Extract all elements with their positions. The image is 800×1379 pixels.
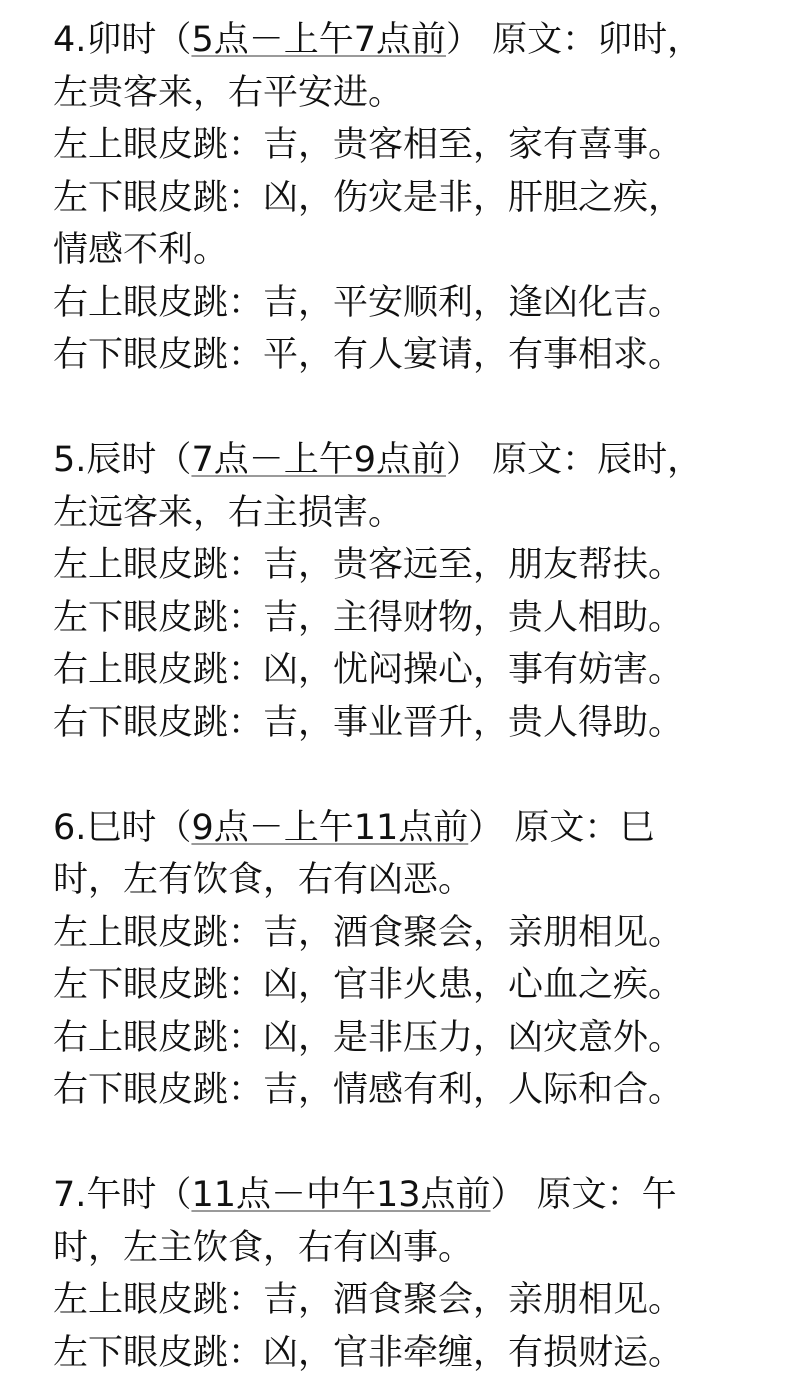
section-name: 巳时 bbox=[86, 808, 156, 848]
entry-line: 左上眼皮跳：吉，酒食聚会，亲朋相见。 bbox=[53, 1274, 773, 1327]
entry-line: 左下眼皮跳：凶，官非火患，心血之疾。 bbox=[53, 959, 773, 1012]
section-chen-shi bbox=[53, 434, 773, 749]
section-wu-shi bbox=[53, 1169, 773, 1379]
section-heading bbox=[53, 1169, 773, 1222]
entry-line: 左下眼皮跳：凶，官非牵缠，有损财运。 bbox=[53, 1327, 773, 1379]
time-range: 9点－上午11点前 bbox=[191, 808, 468, 848]
paren-open: （ bbox=[156, 440, 191, 480]
entry-line: 情感不利。 bbox=[53, 224, 773, 277]
section-number: 5. bbox=[53, 440, 86, 480]
original-text-prefix: 原文：午 bbox=[526, 1175, 677, 1215]
section-heading bbox=[53, 802, 773, 855]
time-range: 11点－中午13点前 bbox=[191, 1175, 490, 1215]
section-number: 4. bbox=[53, 20, 86, 60]
section-name: 卯时 bbox=[86, 20, 156, 60]
original-text-prefix: 原文：巳 bbox=[503, 808, 654, 848]
original-text-continuation: 左贵客来，右平安进。 bbox=[53, 67, 773, 120]
original-text-prefix: 原文：卯时， bbox=[481, 20, 702, 60]
section-number: 7. bbox=[53, 1175, 86, 1215]
paren-close: ） bbox=[468, 808, 503, 848]
section-name: 午时 bbox=[86, 1175, 156, 1215]
paren-close: ） bbox=[446, 440, 481, 480]
section-si-shi bbox=[53, 802, 773, 1117]
entry-line: 右上眼皮跳：凶，是非压力，凶灾意外。 bbox=[53, 1012, 773, 1065]
section-spacer bbox=[53, 382, 773, 435]
section-number: 6. bbox=[53, 808, 86, 848]
paren-open: （ bbox=[156, 20, 191, 60]
original-text-continuation: 左远客来，右主损害。 bbox=[53, 487, 773, 540]
paren-open: （ bbox=[156, 1175, 191, 1215]
entry-line: 左上眼皮跳：吉，酒食聚会，亲朋相见。 bbox=[53, 907, 773, 960]
entry-line: 左下眼皮跳：凶，伤灾是非，肝胆之疾， bbox=[53, 172, 773, 225]
document-body bbox=[53, 14, 773, 1379]
original-text-continuation: 时，左主饮食，右有凶事。 bbox=[53, 1222, 773, 1275]
entry-line: 右下眼皮跳：吉，情感有利，人际和合。 bbox=[53, 1064, 773, 1117]
entry-line: 左下眼皮跳：吉，主得财物，贵人相助。 bbox=[53, 592, 773, 645]
entry-line: 右上眼皮跳：吉，平安顺利，逢凶化吉。 bbox=[53, 277, 773, 330]
entry-line: 右下眼皮跳：平，有人宴请，有事相求。 bbox=[53, 329, 773, 382]
section-mao-shi bbox=[53, 14, 773, 382]
original-text-continuation: 时，左有饮食，右有凶恶。 bbox=[53, 854, 773, 907]
paren-close: ） bbox=[491, 1175, 526, 1215]
original-text-prefix: 原文：辰时， bbox=[481, 440, 702, 480]
entry-line: 右上眼皮跳：凶，忧闷操心，事有妨害。 bbox=[53, 644, 773, 697]
entry-line: 左上眼皮跳：吉，贵客相至，家有喜事。 bbox=[53, 119, 773, 172]
section-spacer bbox=[53, 749, 773, 802]
entry-line: 右下眼皮跳：吉，事业晋升，贵人得助。 bbox=[53, 697, 773, 750]
section-spacer bbox=[53, 1117, 773, 1170]
paren-open: （ bbox=[156, 808, 191, 848]
time-range: 7点－上午9点前 bbox=[191, 440, 446, 480]
time-range: 5点－上午7点前 bbox=[191, 20, 446, 60]
section-heading bbox=[53, 14, 773, 67]
section-heading bbox=[53, 434, 773, 487]
section-name: 辰时 bbox=[86, 440, 156, 480]
paren-close: ） bbox=[446, 20, 481, 60]
entry-line: 左上眼皮跳：吉，贵客远至，朋友帮扶。 bbox=[53, 539, 773, 592]
